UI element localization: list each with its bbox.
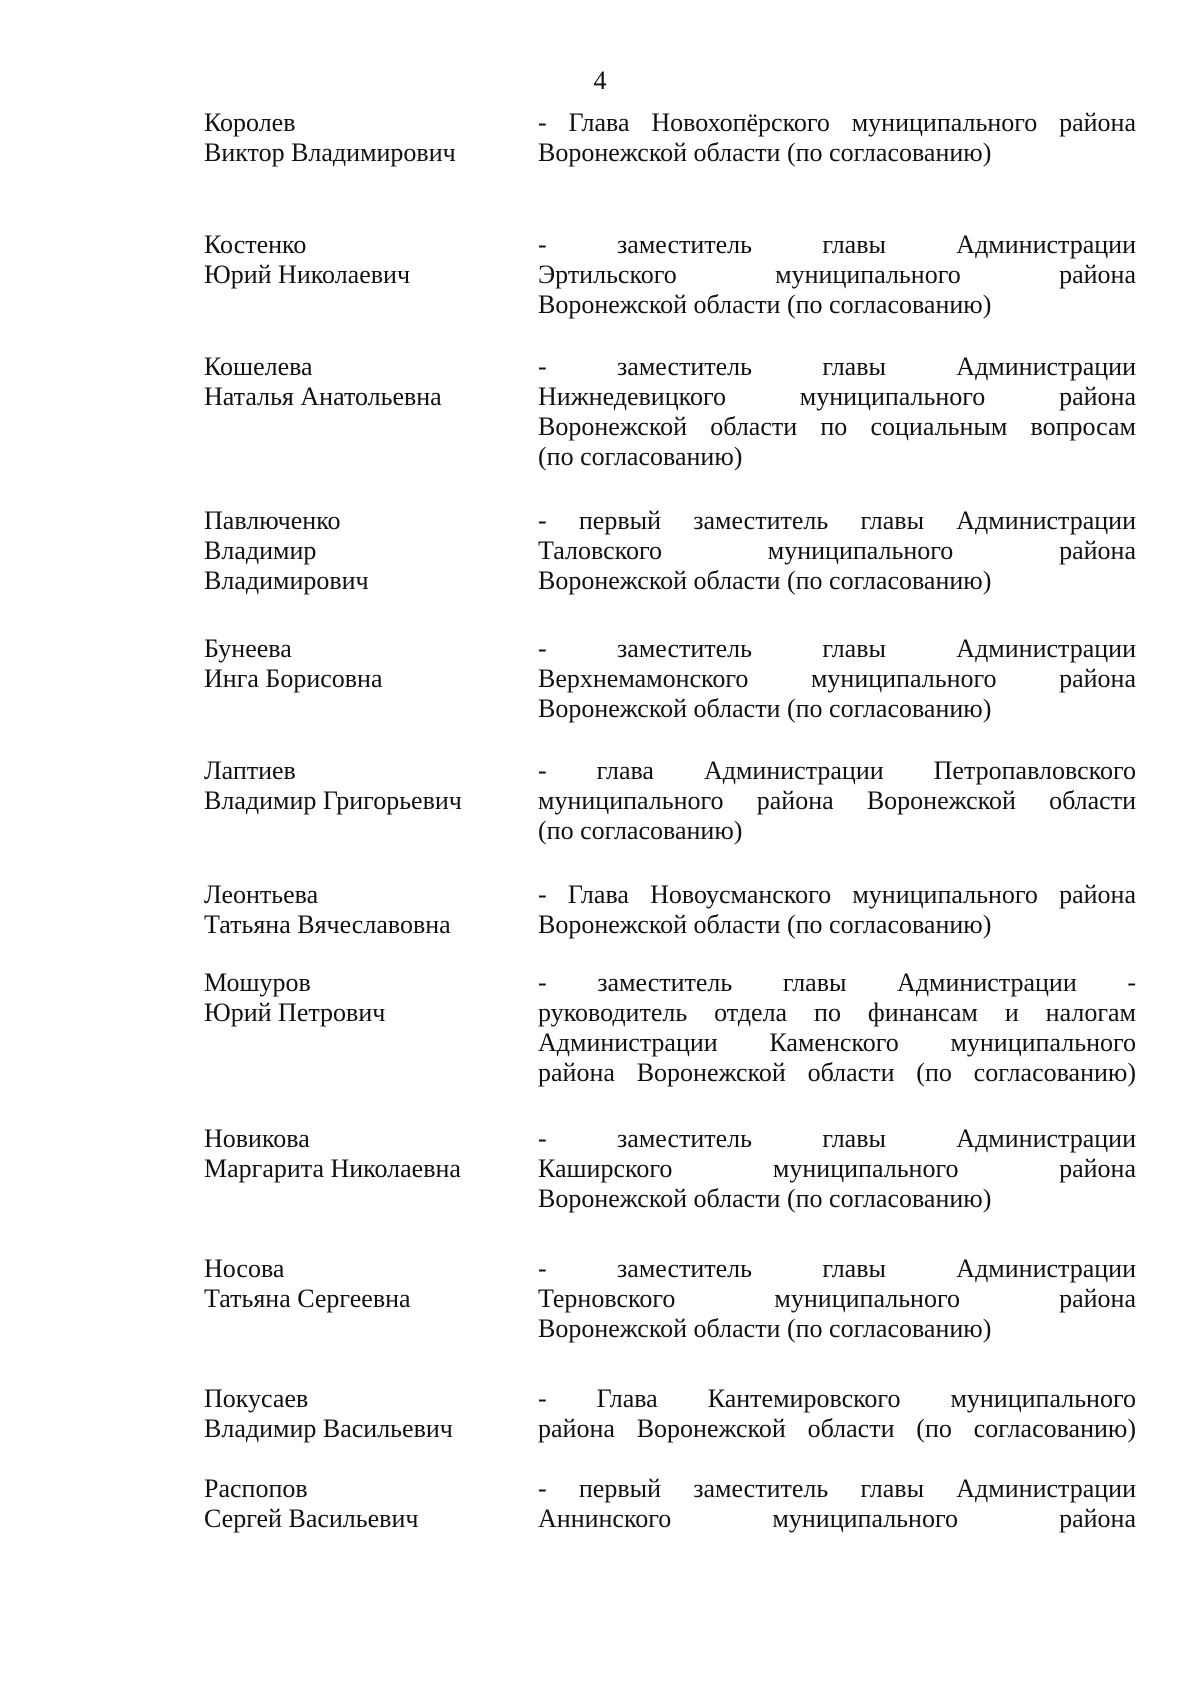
position-line: руководитель отдела по финансам и налогам: [538, 998, 1136, 1027]
position-line: Нижнедевицкого муниципального района: [538, 382, 1136, 411]
member-given-name: Наталья Анатольевна: [204, 382, 442, 411]
member-surname: Новикова: [204, 1124, 310, 1153]
position-line: - глава Администрации Петропавловского: [538, 756, 1136, 785]
member-position: [538, 230, 1136, 320]
member-position: [538, 352, 1136, 472]
member-name: [204, 108, 524, 168]
member-name: [204, 756, 524, 816]
position-line: - заместитель главы Администрации: [538, 352, 1136, 381]
member-position: [538, 506, 1136, 596]
member-position: [538, 1474, 1136, 1534]
member-given-name: Татьяна Сергеевна: [204, 1284, 411, 1313]
position-line: Эртильского муниципального района: [538, 260, 1136, 289]
member-position: [538, 634, 1136, 724]
member-position: [538, 1124, 1136, 1214]
member-surname: Носова: [204, 1254, 285, 1283]
member-name: [204, 230, 524, 290]
position-line: - Глава Новоусманского муниципального района: [538, 880, 1136, 909]
member-name: [204, 1474, 524, 1534]
position-line: - Глава Новохопёрского муниципального района: [538, 108, 1136, 137]
position-line: - заместитель главы Администрации: [538, 1124, 1136, 1153]
position-line: Воронежской области (по согласованию): [538, 566, 992, 595]
member-given-name: Владимир Григорьевич: [204, 786, 462, 815]
member-given-name: Маргарита Николаевна: [204, 1154, 461, 1183]
position-line: - заместитель главы Администрации -: [538, 968, 1136, 997]
position-line: Воронежской области (по согласованию): [538, 290, 992, 319]
member-name: [204, 352, 524, 412]
member-position: [538, 1254, 1136, 1344]
position-line: - первый заместитель главы Администрации: [538, 506, 1136, 535]
position-line: муниципального района Воронежской области: [538, 786, 1136, 815]
member-position: [538, 1384, 1136, 1444]
member-surname: Бунеева: [204, 634, 292, 663]
member-given-name: Сергей Васильевич: [204, 1504, 419, 1533]
position-line: Таловского муниципального района: [538, 536, 1136, 565]
position-line: - заместитель главы Администрации: [538, 634, 1136, 663]
position-line: (по согласованию): [538, 816, 743, 845]
position-line: Верхнемамонского муниципального района: [538, 664, 1136, 693]
member-name: [204, 506, 524, 596]
position-line: Каширского муниципального района: [538, 1154, 1136, 1183]
position-line: района Воронежской области (по согласованию): [538, 1414, 1136, 1443]
member-given-name: Владимир Васильевич: [204, 1414, 453, 1443]
member-given-name: Виктор Владимирович: [204, 138, 456, 167]
member-surname: Покусаев: [204, 1384, 309, 1413]
member-name: [204, 1384, 524, 1444]
member-surname: Леонтьева: [204, 880, 319, 909]
position-line: - заместитель главы Администрации: [538, 1254, 1136, 1283]
member-surname: Лаптиев: [204, 756, 296, 785]
position-line: Администрации Каменского муниципального: [538, 1028, 1136, 1057]
member-name: [204, 880, 524, 940]
member-surname: Костенко: [204, 230, 307, 259]
member-name: [204, 1124, 524, 1184]
member-given-name: Владимир: [204, 536, 317, 565]
member-position: [538, 108, 1136, 168]
member-given-name: Татьяна Вячеславовна: [204, 910, 451, 939]
member-position: [538, 880, 1136, 940]
member-surname: Павлюченко: [204, 506, 341, 535]
member-given-name: Юрий Петрович: [204, 998, 386, 1027]
position-line: района Воронежской области (по согласованию): [538, 1058, 1136, 1087]
member-surname: Королев: [204, 108, 296, 137]
position-line: Терновского муниципального района: [538, 1284, 1136, 1313]
position-line: Воронежской области (по согласованию): [538, 910, 992, 939]
position-line: (по согласованию): [538, 442, 743, 471]
member-patronymic: Владимирович: [204, 566, 369, 595]
member-position: [538, 968, 1136, 1088]
member-position: [538, 756, 1136, 846]
page-number: 4: [593, 66, 607, 95]
position-line: - заместитель главы Администрации: [538, 230, 1136, 259]
position-line: - первый заместитель главы Администрации: [538, 1474, 1136, 1503]
position-line: Воронежской области (по согласованию): [538, 1184, 992, 1213]
position-line: - Глава Кантемировского муниципального: [538, 1384, 1136, 1413]
member-name: [204, 968, 524, 1028]
position-line: Аннинского муниципального района: [538, 1504, 1136, 1533]
member-given-name: Юрий Николаевич: [204, 260, 411, 289]
position-line: Воронежской области (по согласованию): [538, 138, 992, 167]
member-name: [204, 634, 524, 694]
member-surname: Мошуров: [204, 968, 311, 997]
position-line: Воронежской области (по согласованию): [538, 694, 992, 723]
member-given-name: Инга Борисовна: [204, 664, 383, 693]
member-surname: Распопов: [204, 1474, 308, 1503]
member-name: [204, 1254, 524, 1314]
position-line: Воронежской области (по согласованию): [538, 1314, 992, 1343]
member-surname: Кошелева: [204, 352, 313, 381]
position-line: Воронежской области по социальным вопросам: [538, 412, 1136, 441]
